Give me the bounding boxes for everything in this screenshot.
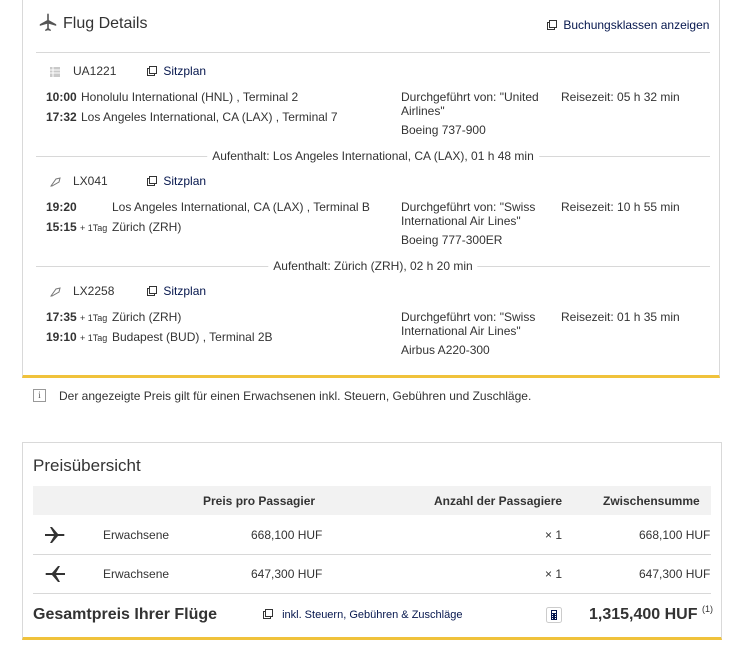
flight-number: UA1221 [73,64,117,78]
airline-logo-icon [50,66,60,80]
external-link-icon [147,176,157,186]
aircraft-type: Airbus A220-300 [401,343,490,357]
seatmap-label: Sitzplan [163,284,207,298]
arrival-time: 17:32 [46,110,77,124]
booking-classes-link[interactable] [547,18,709,32]
plane-icon [38,13,58,36]
layover-row [36,259,710,273]
travel-duration: Reisezeit: 01 h 35 min [561,310,680,324]
departure-airport: Honolulu International (HNL) , Terminal 2 [81,90,299,104]
details-title: Flug Details [63,15,148,32]
departure-time: 19:20 [46,200,77,214]
arrival-airport: Zürich (ZRH) [112,220,182,234]
seatmap-link[interactable] [147,64,206,78]
arrival-time: 19:10 [46,330,77,344]
plane-return-icon [44,565,66,586]
footnote-marker: (1) [701,604,713,614]
price-per-passenger: 647,300 HUF [251,567,323,581]
total-price [589,606,713,624]
header-passenger-count: Anzahl der Passagiere [434,494,563,508]
travel-duration: Reisezeit: 05 h 32 min [561,90,680,104]
seatmap-link[interactable] [147,284,206,298]
arrival-time: 15:15 [46,220,77,234]
departure-time: 17:35 [46,310,77,324]
price-per-passenger: 668,100 HUF [251,528,323,542]
header-price-per-passenger: Preis pro Passagier [203,494,316,508]
booking-classes-label: Buchungsklassen anzeigen [563,18,710,32]
layover-row [36,149,710,163]
info-icon: i [33,389,46,402]
external-link-icon [147,66,157,76]
next-day-indicator: + 1Tag [80,223,108,233]
passenger-type: Erwachsene [103,528,170,542]
layover-text: Aufenthalt: Los Angeles International, CA (LAX), 01 h 48 min [207,149,539,163]
plane-depart-icon [44,526,66,547]
operated-by: Durchgeführt von: "Swiss International Air Lines" [401,200,536,228]
airline-logo-icon [50,286,61,300]
departure-airport: Zürich (ZRH) [112,310,182,324]
arrival-airport: Los Angeles International, CA (LAX) , Terminal 7 [81,110,338,124]
total-label: Gesamtpreis Ihrer Flüge [33,606,218,623]
calculator-icon[interactable] [546,607,562,626]
taxes-fees-label: inkl. Steuern, Gebühren & Zuschläge [282,609,463,621]
next-day-indicator: + 1Tag [80,313,108,323]
price-info-text: Der angezeigte Preis gilt für einen Erwachsenen inkl. Steuern, Gebühren und Zuschläge. [59,389,532,403]
flight-number: LX2258 [73,284,115,298]
travel-duration: Reisezeit: 10 h 55 min [561,200,680,214]
operated-by: Durchgeführt von: "Swiss International Air Lines" [401,310,536,338]
aircraft-type: Boeing 737-900 [401,123,486,137]
departure-time: 10:00 [46,90,77,104]
passenger-count: × 1 [545,567,563,581]
departure-airport: Los Angeles International, CA (LAX) , Terminal B [112,200,370,214]
arrival-airport: Budapest (BUD) , Terminal 2B [112,330,273,344]
total-amount: 1,315,400 HUF [589,606,698,623]
aircraft-type: Boeing 777-300ER [401,233,503,247]
header-subtotal: Zwischensumme [603,494,700,508]
divider [33,554,711,555]
external-link-icon [263,609,273,619]
external-link-icon [547,20,557,30]
passenger-type: Erwachsene [103,567,170,581]
airline-logo-icon [50,176,61,190]
seatmap-label: Sitzplan [163,64,207,78]
divider [36,52,710,53]
passenger-count: × 1 [545,528,563,542]
operated-by: Durchgeführt von: "United Airlines" [401,90,539,118]
price-summary-title: Preisübersicht [33,456,141,475]
subtotal: 647,300 HUF [639,567,711,581]
next-day-indicator: + 1Tag [80,333,108,343]
flight-number: LX041 [73,174,108,188]
seatmap-link[interactable] [147,174,206,188]
subtotal: 668,100 HUF [639,528,711,542]
taxes-fees-link[interactable] [263,609,462,621]
external-link-icon [147,286,157,296]
seatmap-label: Sitzplan [163,174,207,188]
layover-text: Aufenthalt: Zürich (ZRH), 02 h 20 min [268,259,477,273]
divider [33,593,711,594]
